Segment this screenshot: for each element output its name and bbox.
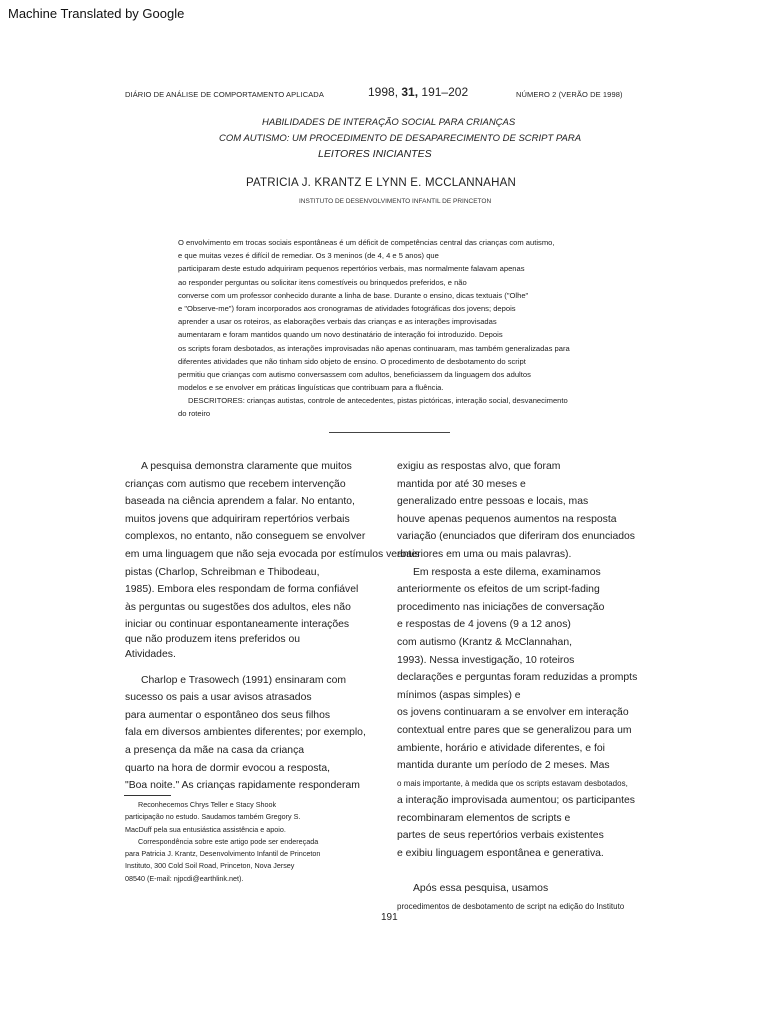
article-title-line-3: LEITORES INICIANTES [318, 148, 432, 160]
body-line: a interação improvisada aumentou; os participantes [397, 795, 635, 807]
body-line: crianças com autismo que recebem intervenção [125, 478, 346, 490]
abstract-line: aprender a usar os roteiros, as elaborações verbais das crianças e as interações improvisadas [178, 317, 497, 327]
body-line: recombinaram elementos de scripts e [397, 812, 571, 824]
body-line: às perguntas ou sugestões dos adultos, eles não [125, 601, 351, 613]
footnote-line: 08540 (E-mail: njpcdi@earthlink.net). [125, 873, 244, 883]
body-line: mantida durante um período de 2 meses. Mas [397, 760, 610, 772]
footnote-line: Correspondência sobre este artigo pode ser endereçada [138, 836, 319, 846]
body-line: os jovens continuaram a se envolver em interação [397, 707, 629, 719]
journal-name: DIÁRIO DE ANÁLISE DE COMPORTAMENTO APLICADA [125, 90, 324, 99]
body-line: para aumentar o espontâneo dos seus filhos [125, 709, 331, 721]
authors: PATRICIA J. KRANTZ E LYNN E. MCCLANNAHAN [246, 177, 516, 189]
descriptors-line: DESCRITORES: crianças autistas, controle de antecedentes, pistas pictóricas, interação social, desvanecimento [188, 396, 568, 406]
body-line: e exibiu linguagem espontânea e generativa. [397, 848, 604, 860]
body-line: Após essa pesquisa, usamos [413, 883, 549, 895]
footnote-line: para Patricia J. Krantz, Desenvolvimento Infantil de Princeton [125, 849, 321, 859]
body-line: quarto na hora de dormir evocou a resposta, [125, 762, 331, 774]
body-line: baseada na ciência aprendem a falar. No entanto, [125, 496, 355, 508]
footnote-line: Reconhecemos Chrys Teller e Stacy Shook [138, 800, 277, 809]
body-line: a presença da mãe na casa da criança [125, 744, 305, 756]
body-column-left [125, 458, 420, 795]
body-line: generalizado entre pessoas e locais, mas [397, 496, 589, 508]
body-line: que não produzem itens preferidos ou [125, 633, 301, 645]
footnote-line: MacDuff pela sua entusiástica assistência e apoio. [125, 824, 286, 834]
article-title-line-1: HABILIDADES DE INTERAÇÃO SOCIAL PARA CRIANÇAS [262, 117, 516, 128]
abstract-line: participaram deste estudo adquiriram pequenos repertórios verbais, mas normalmente falavam apenas [178, 264, 525, 274]
section-divider [329, 432, 450, 433]
descriptors-line: do roteiro [178, 409, 211, 419]
abstract-line: O envolvimento em trocas sociais espontâneas é um déficit de competências central das crianças com autismo, [178, 238, 555, 247]
body-line: procedimentos de desbotamento de script na edição do Instituto [397, 901, 625, 911]
body-line: Atividades. [125, 648, 176, 660]
body-line: ambiente, horário e atividade diferentes, e foi [397, 742, 605, 754]
body-line: contextual entre pares que se generalizou para um [397, 724, 632, 736]
citation-pages: 191–202 [421, 85, 469, 99]
page-number: 191 [381, 912, 398, 923]
body-line: "Boa noite." As crianças rapidamente responderam [125, 780, 360, 792]
body-line: o mais importante, à medida que os scripts estavam desbotados, [397, 778, 628, 788]
footnote-line: Instituto, 300 Cold Soil Road, Princeton, Nova Jersey [125, 861, 295, 871]
body-line: houve apenas pequenos aumentos na resposta [397, 513, 617, 525]
footnotes [125, 799, 320, 885]
body-line: anteriores em uma ou mais palavras). [397, 548, 572, 560]
abstract-line: diferentes atividades que não tinham sido objeto de ensino. O procedimento de desbotamento do script [178, 356, 526, 366]
body-line: mínimos (aspas simples) e [397, 689, 521, 701]
body-line: Charlop e Trasowech (1991) ensinaram com [141, 674, 347, 686]
body-line: Em resposta a este dilema, examinamos [413, 566, 601, 578]
article-title-line-2: COM AUTISMO: UM PROCEDIMENTO DE DESAPARECIMENTO DE SCRIPT PARA [219, 133, 582, 144]
issue-label: NÚMERO 2 (VERÃO DE 1998) [516, 90, 623, 99]
citation-volume: 31, [401, 85, 419, 99]
body-line: 1993). Nessa investigação, 10 roteiros [397, 654, 575, 666]
abstract-line: converse com um professor conhecido durante a linha de base. Durante o ensino, dicas textuais ("Olhe" [178, 290, 529, 300]
body-line: anteriormente os efeitos de um script-fading [397, 584, 600, 596]
abstract-line: e que muitas vezes é difícil de remediar. Os 3 meninos (de 4, 4 e 5 anos) que [178, 251, 439, 261]
body-line: declarações e perguntas foram reduzidas a prompts [397, 672, 638, 684]
abstract-line: permitiu que crianças com autismo conversassem com adultos, beneficiassem da linguagem dos adultos [178, 369, 531, 379]
abstract [178, 236, 570, 421]
body-line: sucesso os pais a usar avisos atrasados [125, 692, 312, 704]
affiliation: INSTITUTO DE DESENVOLVIMENTO INFANTIL DE PRINCETON [299, 198, 492, 205]
citation-line [368, 85, 468, 99]
body-line: em uma linguagem que não seja evocada por estímulos verbais [125, 548, 420, 560]
abstract-line: modelos e se envolver em práticas linguísticas que contribuam para a fluência. [178, 383, 444, 393]
body-line: A pesquisa demonstra claramente que muitos [141, 461, 352, 472]
body-line: pistas (Charlop, Schreibman e Thibodeau, [125, 566, 320, 578]
body-line: procedimento nas iniciações de conversação [397, 601, 605, 613]
footnote-line: participação no estudo. Saudamos também Gregory S. [125, 812, 301, 822]
body-line: partes de seus repertórios verbais existentes [397, 830, 604, 842]
footnote-rule [124, 795, 171, 796]
abstract-line: os scripts foram desbotados, as interações improvisadas não apenas continuaram, mas também generalizadas para [178, 343, 570, 353]
body-line: iniciar ou continuar espontaneamente interações [125, 619, 350, 631]
abstract-line: aumentaram e foram mantidos quando um novo destinatário de interação foi introduzido. Depois [178, 330, 503, 340]
body-line: complexos, no entanto, não conseguem se envolver [125, 531, 366, 543]
body-line: 1985). Embora eles respondam de forma confiável [125, 584, 359, 596]
body-line: com autismo (Krantz & McClannahan, [397, 636, 572, 648]
abstract-line: ao responder perguntas ou solicitar itens comestíveis ou brinquedos preferidos, e não [178, 277, 467, 287]
body-line: exigiu as respostas alvo, que foram [397, 461, 561, 472]
body-column-right [397, 458, 637, 915]
body-line: muitos jovens que adquiriram repertórios verbais [125, 513, 350, 525]
citation-year: 1998, [368, 85, 399, 99]
abstract-line: e "Observe-me") foram incorporados aos cronogramas de atividades fotográficas dos jovens; depois [178, 303, 516, 313]
machine-translation-banner: Machine Translated by Google [8, 6, 185, 21]
body-line: e respostas de 4 jovens (9 a 12 anos) [397, 619, 571, 631]
body-line: fala em diversos ambientes diferentes; por exemplo, [125, 727, 366, 739]
body-line: mantida por até 30 meses e [397, 478, 526, 490]
body-line: variação (enunciados que diferiram dos enunciados [397, 531, 635, 543]
